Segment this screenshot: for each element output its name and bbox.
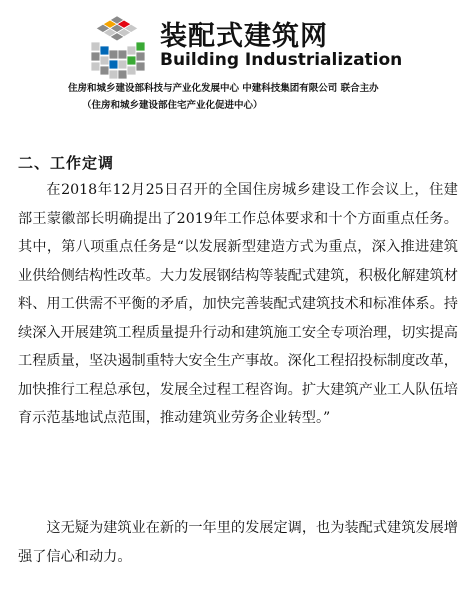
logo-left-block [91, 62, 100, 71]
logo-right-block [118, 50, 127, 59]
site-title: 装配式建筑网 [160, 21, 328, 52]
logo-right-block [118, 70, 127, 79]
organizers-line: 住房和城乡建设部科技与产业化发展中心 中建科技集团有限公司 联合主办 [68, 83, 379, 94]
logo-left-block [91, 42, 100, 51]
logo-left-block [109, 70, 118, 79]
section-heading: 二、工作定调 [18, 154, 115, 172]
logo-right-block [136, 52, 145, 61]
logo-left-block [100, 56, 109, 65]
logo-left-block [109, 50, 118, 59]
logo-left-block [100, 66, 109, 75]
organizers-sub-line: （住房和城乡建设部住宅产业化促进中心） [82, 100, 263, 111]
logo-right-block [118, 60, 127, 69]
logo-right-block [127, 66, 136, 75]
logo-left-block [100, 46, 109, 55]
logo-left-block [91, 52, 100, 61]
site-subtitle: Building Industrialization [160, 50, 403, 70]
logo-right-block [127, 46, 136, 55]
logo-right-block [136, 42, 145, 51]
site-header [0, 0, 475, 125]
article-paragraph: 在2018年12月25日召开的全国住房城乡建设工作会议上，住建部王蒙徽部长明确提出了2019年工作总体要求和十个方面重点任务。其中，第八项重点任务是“以发展新型建造方式为重点，深入推进建筑业供给侧结构性改革。大力发展钢结构等装配式建筑，积极化解建筑材料、用工供需不平衡的矛盾，加快完善装配式建筑技术和标准体系。持续深入开展建筑工程质量提升行动和建筑施工安全专项治理，切实提高工程质量，坚决遏制重特大安全生产事故。深化工程招投标制度改革，加快推行工程总承包，发展全过程工程咨询。扩大建筑产业工人队伍培育示范基地试点范围，推动建筑业劳务企业转型。” [18, 182, 458, 426]
cube-logo-icon [82, 8, 152, 88]
logo-left-block [109, 60, 118, 69]
logo-right-block [127, 56, 136, 65]
logo-right-block [136, 62, 145, 71]
article-paragraph: 这无疑为建筑业在新的一年里的发展定调，也为装配式建筑发展增强了信心和动力。 [18, 520, 458, 565]
